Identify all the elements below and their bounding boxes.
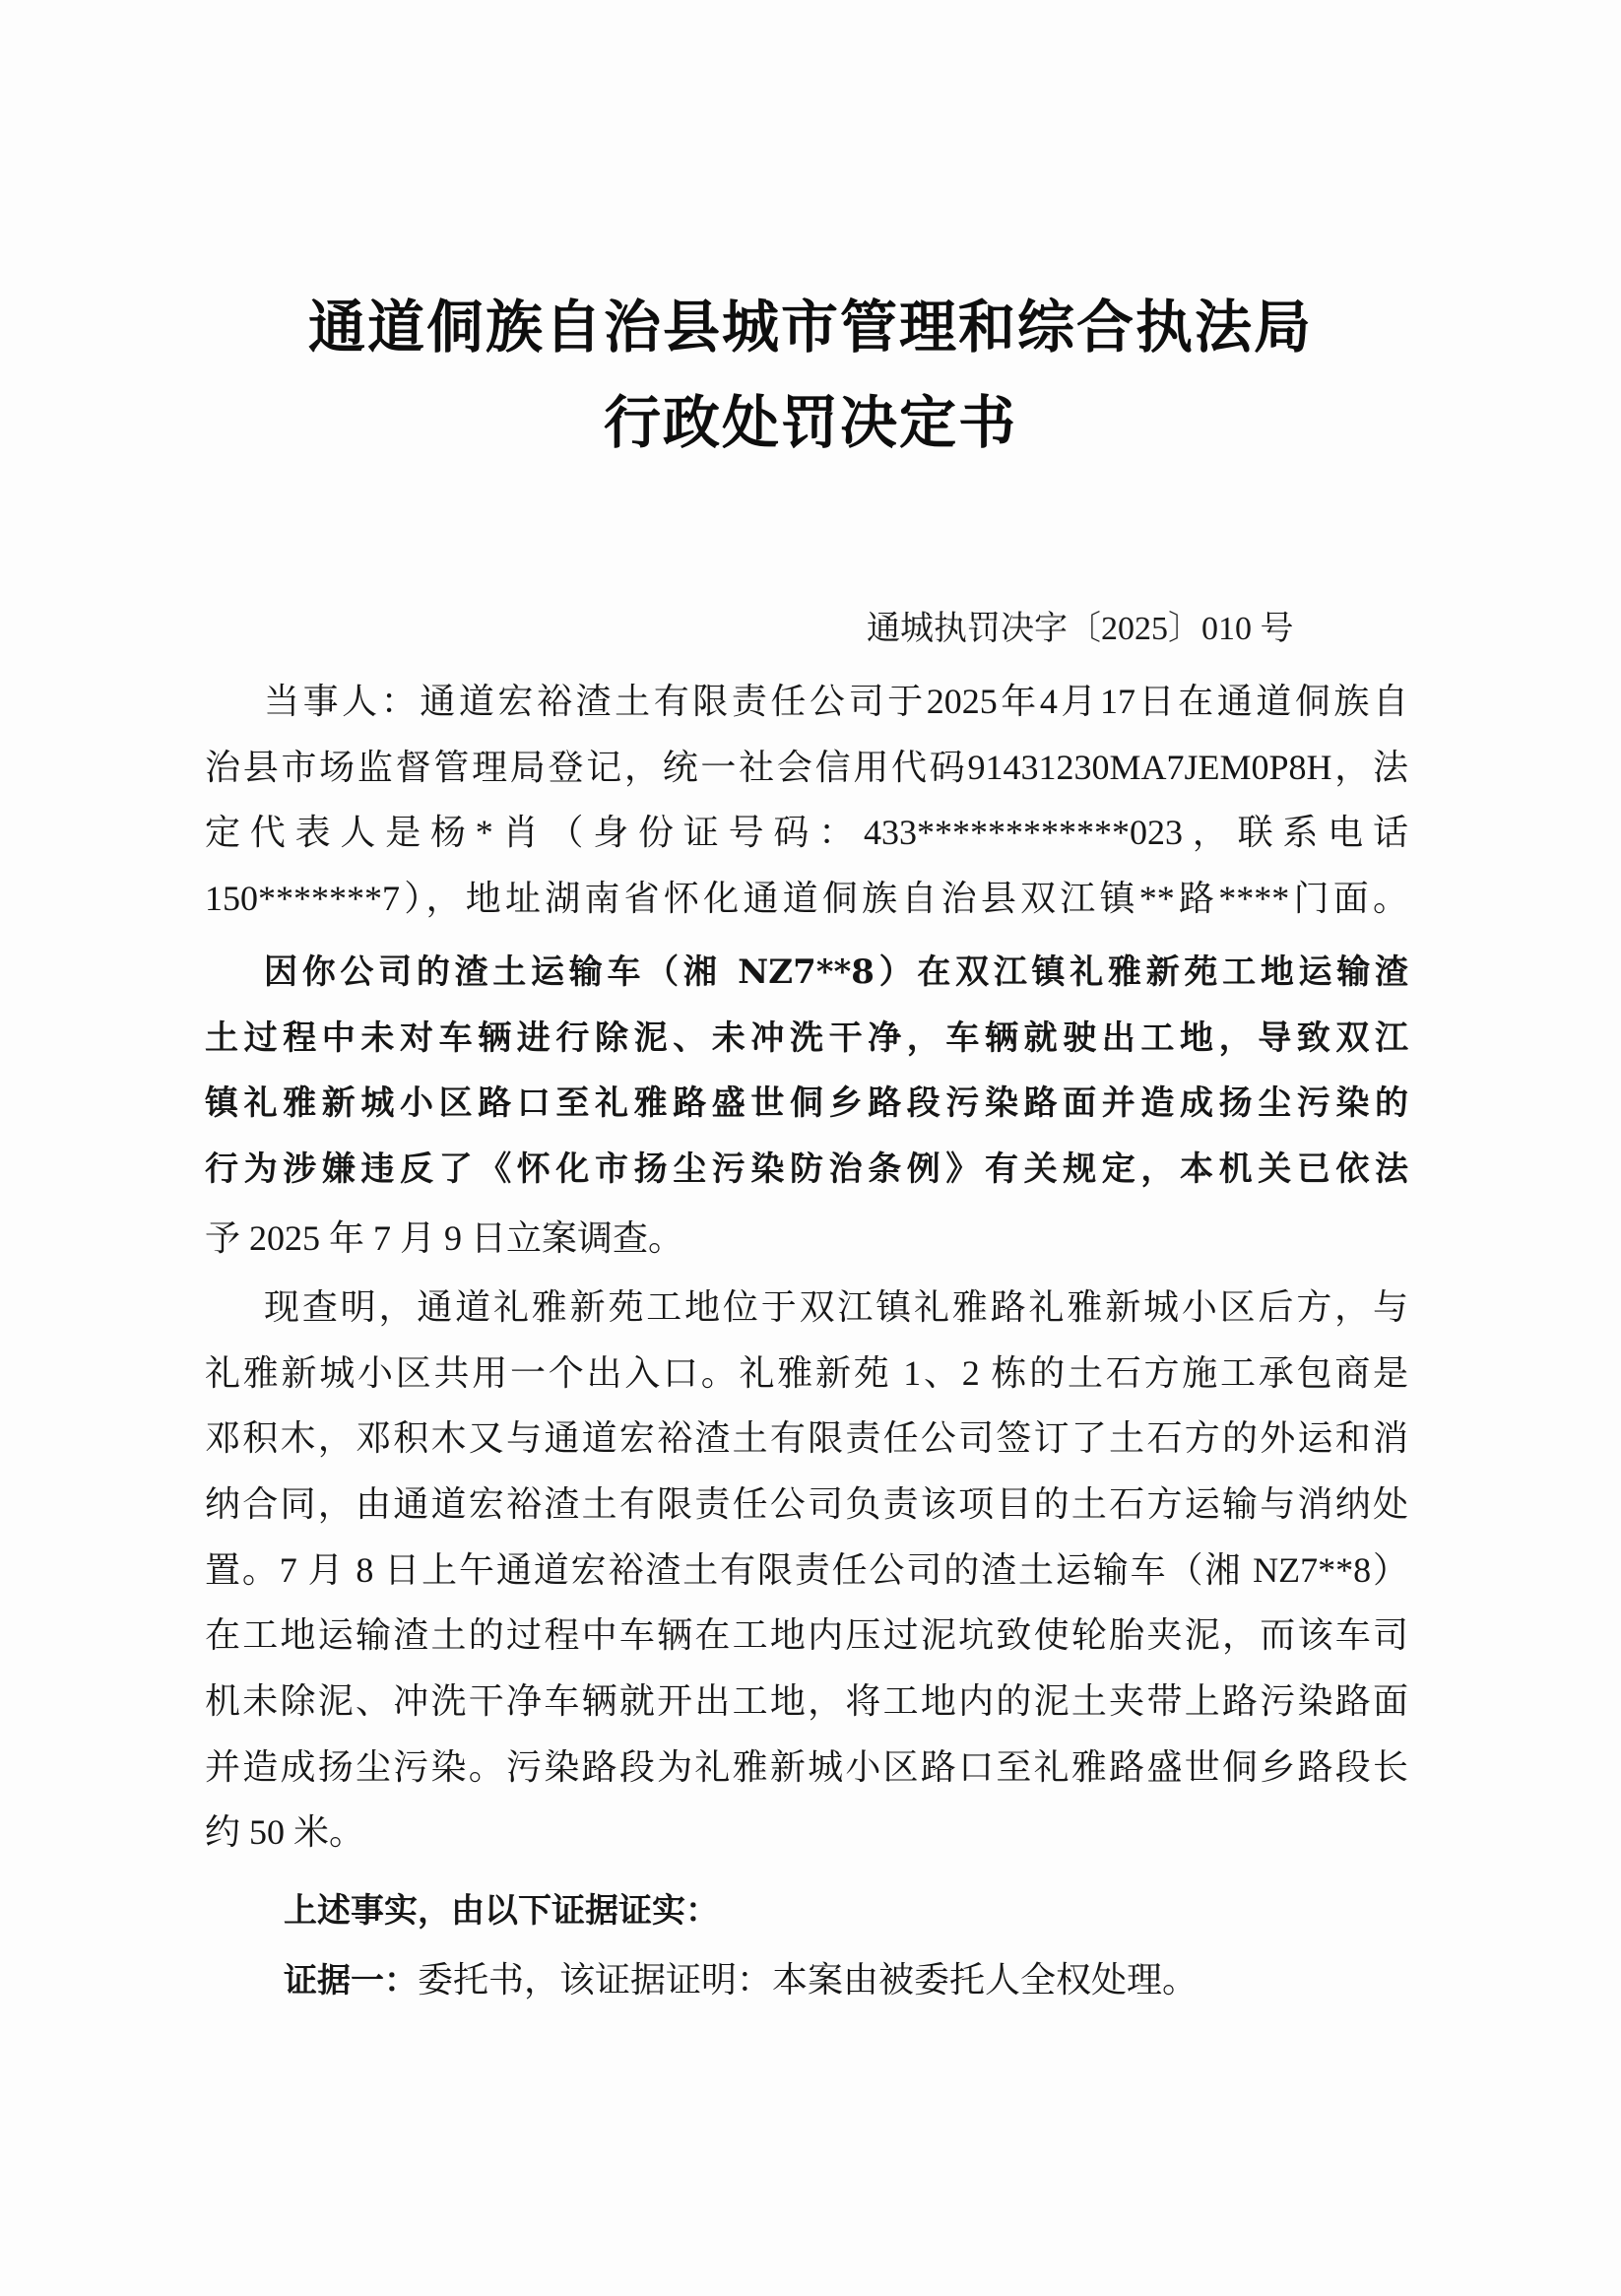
findings-line-5: 置。7 月 8 日上午通道宏裕渣土有限责任公司的渣土运输车（湘 NZ7**8） [205,1550,1408,1590]
evidence-item-1 [284,1958,1198,2001]
findings-line-9: 约 50 米。 [205,1812,365,1852]
findings-line-2: 礼雅新城小区共用一个出入口。礼雅新苑 1、2 栋的土石方施工承包商是 [205,1353,1408,1393]
party-info-line-2: 治县市场监督管理局登记，统一社会信用代码91431230MA7JEM0P8H，法 [205,748,1408,787]
findings-line-6: 在工地运输渣土的过程中车辆在工地内压过泥坑致使轮胎夹泥，而该车司 [205,1615,1408,1655]
party-info-line-3: 定代表人是杨*肖（身份证号码：433************023，联系电话 [205,813,1408,852]
party-info-line-1: 当事人：通道宏裕渣土有限责任公司于2025年4月17日在通道侗族自 [264,682,1408,721]
document-title-type: 行政处罚决定书 [603,389,1017,456]
evidence-heading: 上述事实，由以下证据证实： [284,1891,719,1931]
cause-line-2: 土过程中未对车辆进行除泥、未冲洗干净，车辆就驶出工地，导致双江 [205,1018,1408,1058]
document-title-agency: 通道侗族自治县城市管理和综合执法局 [307,294,1313,361]
evidence-1-text: 委托书，该证据证明：本案由被委托人全权处理。 [418,1960,1199,2000]
party-info-line-4: 150*******7），地址湖南省怀化通道侗族自治县双江镇**路****门面。 [205,879,1408,918]
findings-line-8: 并造成扬尘污染。污染路段为礼雅新城小区路口至礼雅路盛世侗乡路段长 [205,1747,1408,1787]
evidence-1-label: 证据一： [284,1961,418,2001]
findings-line-4: 纳合同，由通道宏裕渣土有限责任公司负责该项目的土石方运输与消纳处 [205,1484,1408,1524]
document-number: 通城执罚决字〔2025〕010 号 [867,611,1294,647]
cause-line-5: 予 2025 年 7 月 9 日立案调查。 [205,1218,684,1258]
findings-line-1: 现查明，通道礼雅新苑工地位于双江镇礼雅路礼雅新城小区后方，与 [264,1287,1408,1327]
cause-line-4: 行为涉嫌违反了《怀化市扬尘污染防治条例》有关规定，本机关已依法 [205,1149,1408,1189]
findings-line-7: 机未除泥、冲洗干净车辆就开出工地，将工地内的泥土夹带上路污染路面 [205,1681,1408,1721]
cause-line-3: 镇礼雅新城小区路口至礼雅路盛世侗乡路段污染路面并造成扬尘污染的 [205,1083,1408,1123]
cause-line-1: 因你公司的渣土运输车（湘 NZ7**8）在双江镇礼雅新苑工地运输渣 [264,952,1408,992]
findings-line-3: 邓积木，邓积木又与通道宏裕渣土有限责任公司签订了土石方的外运和消 [205,1418,1408,1458]
